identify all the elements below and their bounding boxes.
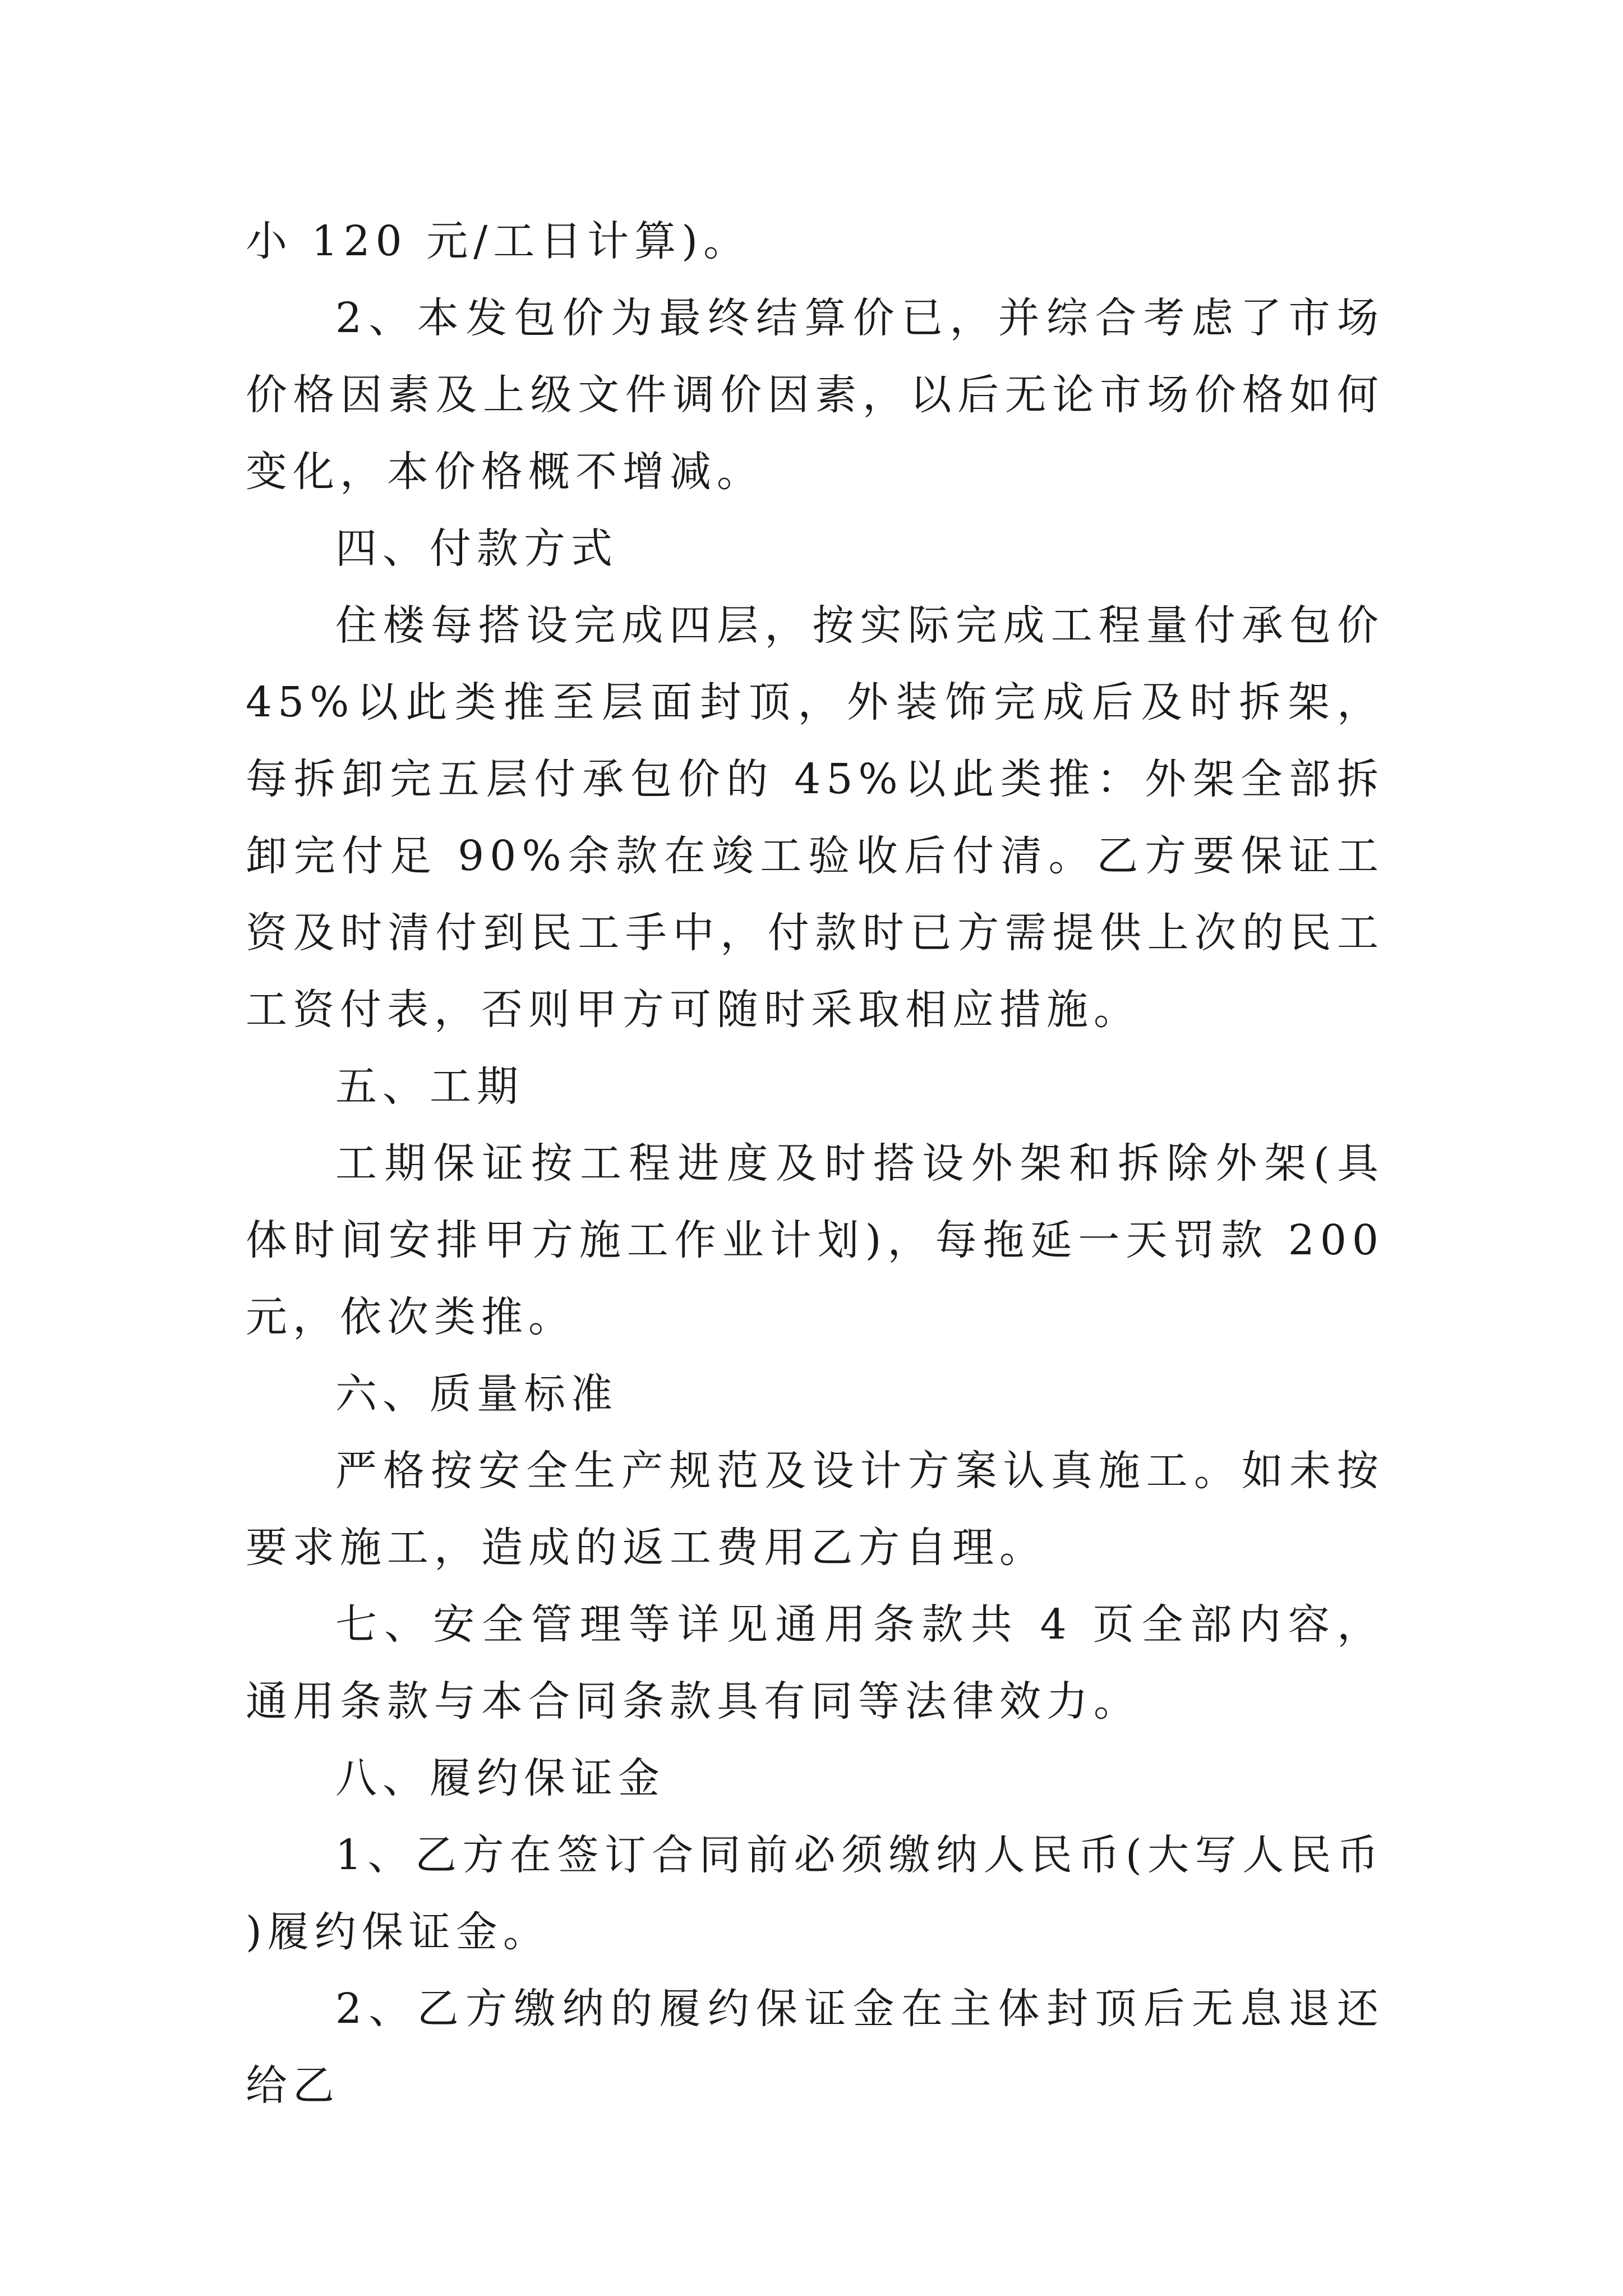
document-body xyxy=(246,203,1384,2124)
section-heading-schedule: 五、工期 xyxy=(335,1062,524,1111)
paragraph-final-price: 2、本发包价为最终结算价已，并综合考虑了市场价格因素及上级文件调价因素，以后无论市场价格如何变化，本价格概不增减。 xyxy=(246,294,1384,496)
paragraph-labor-rate-end: 小 120 元/工日计算)。 xyxy=(246,217,751,265)
paragraph-safety-management: 七、安全管理等详见通用条款共 4 页全部内容，通用条款与本合同条款具有同等法律效力。 xyxy=(246,1600,1384,1726)
paragraph-bond-refund: 2、乙方缴纳的履约保证金在主体封顶后无息退还给乙 xyxy=(246,1985,1384,2110)
section-heading-performance-bond: 八、履约保证金 xyxy=(335,1754,665,1802)
section-heading-quality: 六、质量标准 xyxy=(335,1370,618,1418)
paragraph-quality-terms: 严格按安全生产规范及设计方案认真施工。如未按要求施工，造成的返工费用乙方自理。 xyxy=(246,1447,1384,1572)
section-heading-payment: 四、付款方式 xyxy=(335,524,618,573)
paragraph-payment-terms: 住楼每搭设完成四层，按实际完成工程量付承包价 45%以此类推至层面封顶，外装饰完成后及时拆架，每拆卸完五层付承包价的 45%以此类推：外架全部拆卸完付足 90%余款在竣工验收后付清。乙方要保证工资及时清付到民工手中，付款时已方需提供上次的民工工资付表，否则甲方可随时采取相应措施。 xyxy=(246,601,1384,1034)
paragraph-schedule-terms: 工期保证按工程进度及时搭设外架和拆除外架(具体时间安排甲方施工作业计划)，每拖延一天罚款 200 元，依次类推。 xyxy=(246,1139,1384,1341)
paragraph-bond-payment: 1、乙方在签订合同前必须缴纳人民币(大写人民币 )履约保证金。 xyxy=(246,1831,1384,1956)
